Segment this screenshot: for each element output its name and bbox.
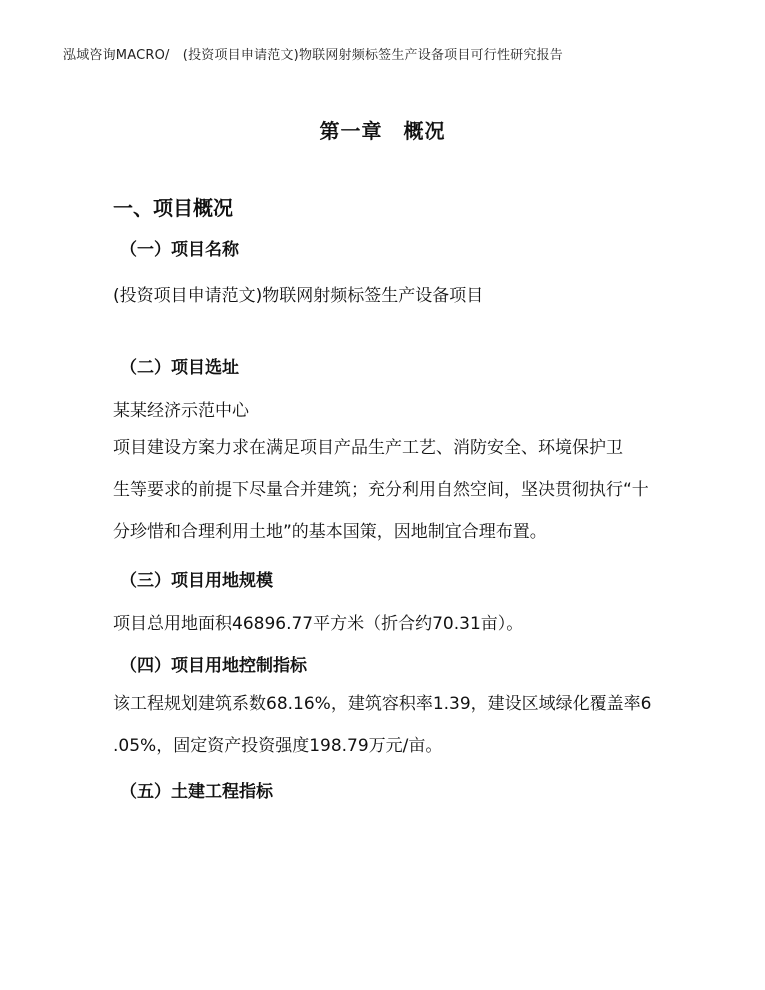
location-description-paragraph — [113, 427, 693, 553]
project-location-text: 某某经济示范中心 — [113, 401, 249, 421]
land-scale-text: 项目总用地面积46896.77平方米（折合约70.31亩）。 — [113, 614, 524, 634]
project-name-text: (投资项目申请范文)物联网射频标签生产设备项目 — [113, 286, 484, 306]
paragraph-line: 分珍惜和合理利用土地”的基本国策，因地制宜合理布置。 — [113, 522, 547, 542]
chapter-title: 第一章 概况 — [319, 119, 446, 143]
subsection-heading-land-scale: （三）项目用地规模 — [120, 571, 273, 591]
paragraph-line: 项目建设方案力求在满足项目产品生产工艺、消防安全、环境保护卫 — [113, 438, 623, 458]
subsection-heading-project-location: （二）项目选址 — [120, 358, 239, 378]
paragraph-line: 生等要求的前提下尽量合并建筑；充分利用自然空间，坚决贯彻执行“十 — [113, 480, 649, 500]
running-header: 泓域咨询MACRO/ (投资项目申请范文)物联网射频标签生产设备项目可行性研究报告 — [63, 48, 563, 63]
subsection-heading-land-control-indicators: （四）项目用地控制指标 — [120, 656, 307, 676]
subsection-heading-project-name: （一）项目名称 — [120, 240, 239, 260]
paragraph-line: .05%，固定资产投资强度198.79万元/亩。 — [113, 736, 443, 756]
paragraph-line: 该工程规划建筑系数68.16%，建筑容积率1.39，建设区域绿化覆盖率6 — [113, 694, 652, 714]
section-heading-project-overview: 一、项目概况 — [113, 196, 233, 220]
land-control-paragraph — [113, 683, 693, 767]
subsection-heading-civil-engineering-indicators: （五）土建工程指标 — [120, 782, 273, 802]
